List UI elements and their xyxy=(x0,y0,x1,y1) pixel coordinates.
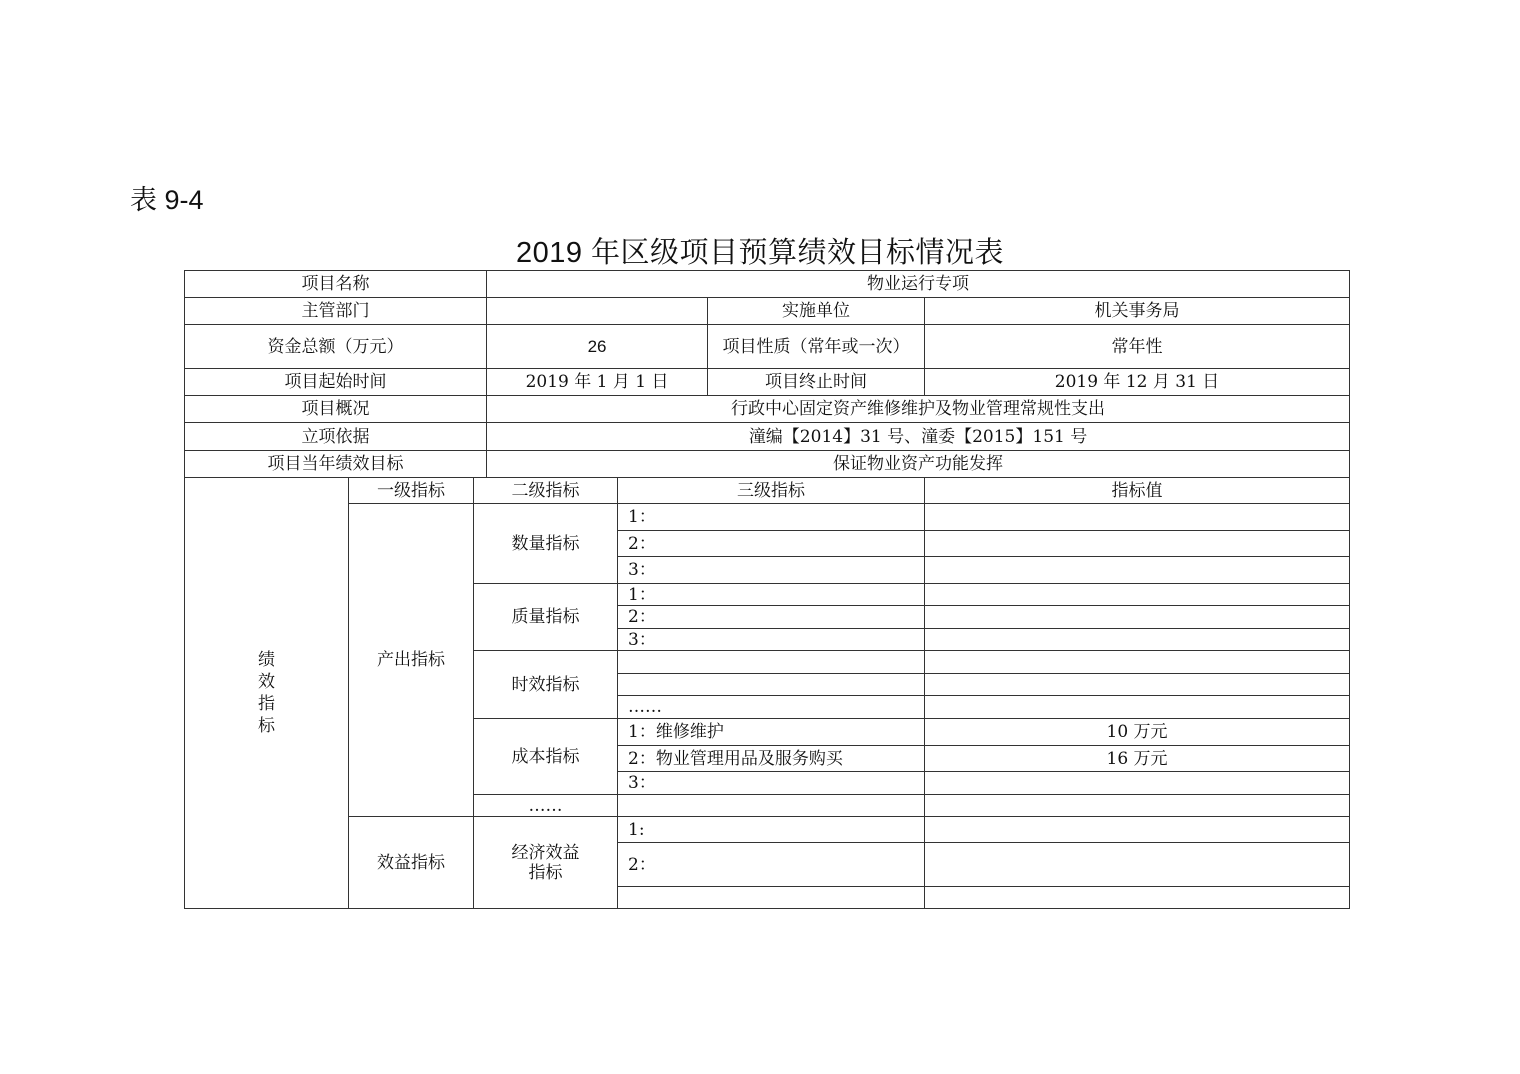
indicator-value xyxy=(925,772,1350,795)
quality-indicator-label: 质量指标 xyxy=(474,584,618,651)
goal-label: 项目当年绩效目标 xyxy=(185,451,487,478)
page-title: 2019 年区级项目预算绩效目标情况表 xyxy=(515,237,1005,269)
end-label: 项目终止时间 xyxy=(708,369,925,396)
row-department xyxy=(185,298,1350,325)
indicator-value: 10 万元 xyxy=(925,719,1350,746)
overview-label: 项目概况 xyxy=(185,396,487,423)
output-indicator-label: 产出指标 xyxy=(349,504,474,817)
level3-item: 1： xyxy=(618,584,925,606)
level3-item: 2：物业管理用品及服务购买 xyxy=(618,746,925,772)
nature-value: 常年性 xyxy=(925,325,1350,369)
col-level2-header: 二级指标 xyxy=(474,478,618,504)
cost-indicator-label: 成本指标 xyxy=(474,719,618,795)
indicator-value xyxy=(925,584,1350,606)
quantity-indicator-label: 数量指标 xyxy=(474,504,618,584)
timeliness-indicator-label: 时效指标 xyxy=(474,651,618,719)
start-value: 2019 年 1 月 1 日 xyxy=(487,369,708,396)
basis-label: 立项依据 xyxy=(185,423,487,451)
indicator-value xyxy=(925,557,1350,584)
overview-value: 行政中心固定资产维修维护及物业管理常规性支出 xyxy=(487,396,1350,423)
indicator-value xyxy=(925,606,1350,629)
level3-item xyxy=(618,795,925,817)
col-level3-header: 三级指标 xyxy=(618,478,925,504)
indicator-value xyxy=(925,887,1350,909)
indicator-value xyxy=(925,817,1350,843)
level3-item: 1：维修维护 xyxy=(618,719,925,746)
col-level1-header: 一级指标 xyxy=(349,478,474,504)
level3-item: 1： xyxy=(618,504,925,531)
indicator-value xyxy=(925,629,1350,651)
indicators-header-row xyxy=(185,478,1350,504)
row-project-name xyxy=(185,271,1350,298)
funds-value: 26 xyxy=(487,325,708,369)
impl-unit-label: 实施单位 xyxy=(708,298,925,325)
benefit-indicator-label: 效益指标 xyxy=(349,817,474,909)
table-row xyxy=(185,504,1350,531)
row-basis xyxy=(185,423,1350,451)
start-label: 项目起始时间 xyxy=(185,369,487,396)
row-overview xyxy=(185,396,1350,423)
document-label: 表 9-4 xyxy=(130,185,204,215)
table-row xyxy=(185,817,1350,843)
dept-value xyxy=(487,298,708,325)
performance-table xyxy=(184,270,1350,909)
level3-item: 2： xyxy=(618,531,925,557)
indicator-value: 16 万元 xyxy=(925,746,1350,772)
funds-label: 资金总额（万元） xyxy=(185,325,487,369)
end-value: 2019 年 12 月 31 日 xyxy=(925,369,1350,396)
level3-item: 2： xyxy=(618,843,925,887)
level3-item: 3： xyxy=(618,629,925,651)
level3-item xyxy=(618,887,925,909)
row-dates xyxy=(185,369,1350,396)
indicator-value xyxy=(925,696,1350,719)
project-name-label: 项目名称 xyxy=(185,271,487,298)
indicator-value xyxy=(925,531,1350,557)
indicator-value xyxy=(925,843,1350,887)
economic-label-text: 经济效益指标 xyxy=(511,842,580,883)
indicator-value xyxy=(925,651,1350,674)
project-name-value: 物业运行专项 xyxy=(487,271,1350,298)
col-value-header: 指标值 xyxy=(925,478,1350,504)
indicators-section-label xyxy=(185,478,349,909)
ellipsis-label: …… xyxy=(474,795,618,817)
level3-item xyxy=(618,674,925,696)
impl-unit-value: 机关事务局 xyxy=(925,298,1350,325)
level3-item xyxy=(618,651,925,674)
section-label-text: 绩效指标 xyxy=(258,650,275,736)
goal-value: 保证物业资产功能发挥 xyxy=(487,451,1350,478)
level3-item: 1: xyxy=(618,817,925,843)
row-funds xyxy=(185,325,1350,369)
indicator-value xyxy=(925,795,1350,817)
level3-item: 3： xyxy=(618,772,925,795)
dept-label: 主管部门 xyxy=(185,298,487,325)
indicator-value xyxy=(925,504,1350,531)
economic-indicator-label xyxy=(474,817,618,909)
indicator-value xyxy=(925,674,1350,696)
level3-item: 3： xyxy=(618,557,925,584)
basis-value: 潼编【2014】31 号、潼委【2015】151 号 xyxy=(487,423,1350,451)
row-goal xyxy=(185,451,1350,478)
level3-item: …… xyxy=(618,696,925,719)
level3-item: 2： xyxy=(618,606,925,629)
nature-label: 项目性质（常年或一次） xyxy=(708,325,925,369)
